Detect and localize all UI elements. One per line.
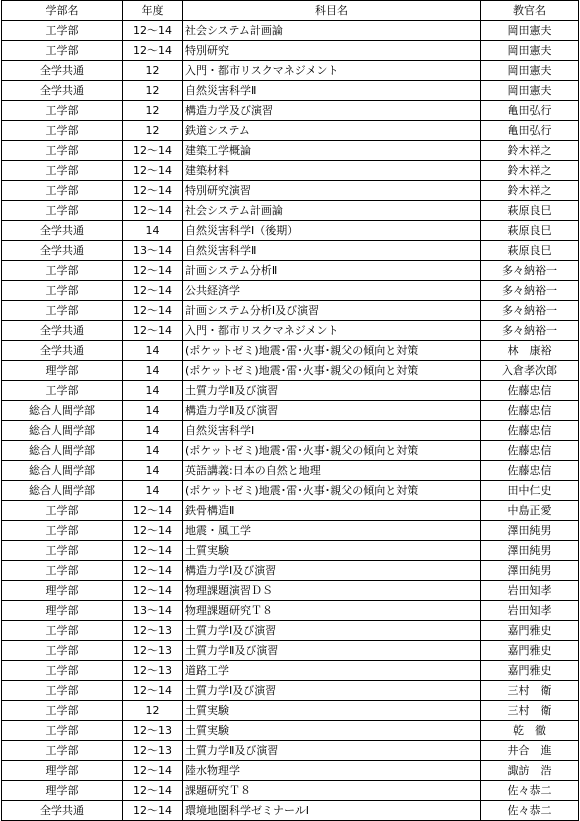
cell-subject: 公共経済学 — [183, 281, 481, 301]
table-row — [2, 261, 579, 281]
cell-teacher: 諏訪 浩 — [481, 761, 579, 781]
cell-subject: 陸水物理学 — [183, 761, 481, 781]
cell-teacher: 鈴木祥之 — [481, 161, 579, 181]
cell-subject: 計画システム分析Ⅰ及び演習 — [183, 301, 481, 321]
cell-teacher: 多々納裕一 — [481, 281, 579, 301]
cell-subject: 道路工学 — [183, 661, 481, 681]
cell-teacher: 岩田知孝 — [481, 601, 579, 621]
cell-subject: 課題研究Ｔ８ — [183, 781, 481, 801]
cell-dept: 工学部 — [2, 541, 123, 561]
table-row — [2, 201, 579, 221]
cell-dept: 工学部 — [2, 201, 123, 221]
cell-teacher: 乾 徹 — [481, 721, 579, 741]
cell-dept: 工学部 — [2, 681, 123, 701]
cell-teacher: 多々納裕一 — [481, 321, 579, 341]
table-row — [2, 721, 579, 741]
cell-year: 12～14 — [123, 801, 183, 821]
table-row — [2, 341, 579, 361]
cell-dept: 全学共通 — [2, 801, 123, 821]
header-year: 年度 — [123, 1, 183, 21]
cell-dept: 工学部 — [2, 301, 123, 321]
header-dept: 学部名 — [2, 1, 123, 21]
cell-dept: 工学部 — [2, 621, 123, 641]
cell-year: 12～13 — [123, 661, 183, 681]
cell-dept: 総合人間学部 — [2, 461, 123, 481]
cell-teacher: 嘉門雅史 — [481, 621, 579, 641]
cell-year: 12～14 — [123, 681, 183, 701]
cell-dept: 総合人間学部 — [2, 401, 123, 421]
cell-teacher: 嘉門雅史 — [481, 661, 579, 681]
cell-subject: (ポケットゼミ)地震･雷･火事･親父の傾向と対策 — [183, 341, 481, 361]
cell-subject: 社会システム計画論 — [183, 201, 481, 221]
cell-year: 12～14 — [123, 521, 183, 541]
cell-subject: (ポケットゼミ)地震･雷･火事･親父の傾向と対策 — [183, 481, 481, 501]
cell-subject: 土質力学Ⅰ及び演習 — [183, 621, 481, 641]
cell-teacher: 多々納裕一 — [481, 301, 579, 321]
table-row — [2, 581, 579, 601]
table-row — [2, 461, 579, 481]
cell-dept: 工学部 — [2, 261, 123, 281]
cell-year: 14 — [123, 361, 183, 381]
cell-year: 12 — [123, 121, 183, 141]
cell-subject: 鉄骨構造Ⅱ — [183, 501, 481, 521]
cell-subject: 計画システム分析Ⅱ — [183, 261, 481, 281]
cell-year: 12～14 — [123, 201, 183, 221]
cell-teacher: 岩田知孝 — [481, 581, 579, 601]
cell-teacher: 林 康裕 — [481, 341, 579, 361]
cell-dept: 工学部 — [2, 281, 123, 301]
cell-teacher: 岡田憲夫 — [481, 61, 579, 81]
table-row — [2, 381, 579, 401]
table-row — [2, 361, 579, 381]
cell-teacher: 三村 衛 — [481, 681, 579, 701]
cell-teacher: 萩原良巳 — [481, 241, 579, 261]
cell-dept: 全学共通 — [2, 221, 123, 241]
cell-subject: 建築材料 — [183, 161, 481, 181]
cell-year: 14 — [123, 221, 183, 241]
table-row — [2, 761, 579, 781]
table-row — [2, 101, 579, 121]
cell-teacher: 萩原良巳 — [481, 221, 579, 241]
cell-subject: 土質実験 — [183, 701, 481, 721]
table-row — [2, 541, 579, 561]
cell-teacher: 萩原良巳 — [481, 201, 579, 221]
cell-subject: 物理課題研究Ｔ８ — [183, 601, 481, 621]
cell-subject: (ポケットゼミ)地震･雷･火事･親父の傾向と対策 — [183, 361, 481, 381]
cell-teacher: 鈴木祥之 — [481, 141, 579, 161]
cell-dept: 工学部 — [2, 701, 123, 721]
cell-year: 14 — [123, 461, 183, 481]
table-row — [2, 501, 579, 521]
cell-teacher: 岡田憲夫 — [481, 21, 579, 41]
table-row — [2, 661, 579, 681]
cell-year: 12～14 — [123, 781, 183, 801]
cell-year: 12～14 — [123, 501, 183, 521]
cell-dept: 工学部 — [2, 661, 123, 681]
cell-year: 12～14 — [123, 261, 183, 281]
table-row — [2, 41, 579, 61]
cell-year: 14 — [123, 441, 183, 461]
cell-subject: 環境地圏科学ゼミナールⅠ — [183, 801, 481, 821]
table-row — [2, 561, 579, 581]
table-row — [2, 221, 579, 241]
header-teacher: 教官名 — [481, 1, 579, 21]
cell-dept: 総合人間学部 — [2, 441, 123, 461]
cell-subject: (ポケットゼミ)地震･雷･火事･親父の傾向と対策 — [183, 441, 481, 461]
cell-dept: 工学部 — [2, 741, 123, 761]
table-row — [2, 481, 579, 501]
cell-dept: 工学部 — [2, 181, 123, 201]
cell-teacher: 佐藤忠信 — [481, 401, 579, 421]
header-subject: 科目名 — [183, 1, 481, 21]
cell-teacher: 澤田純男 — [481, 561, 579, 581]
cell-subject: 建築工学概論 — [183, 141, 481, 161]
cell-year: 12～14 — [123, 541, 183, 561]
cell-teacher: 中島正愛 — [481, 501, 579, 521]
cell-dept: 理学部 — [2, 601, 123, 621]
cell-subject: 社会システム計画論 — [183, 21, 481, 41]
cell-dept: 全学共通 — [2, 61, 123, 81]
header-row — [2, 1, 579, 21]
cell-dept: 全学共通 — [2, 241, 123, 261]
cell-teacher: 澤田純男 — [481, 521, 579, 541]
cell-year: 12～13 — [123, 621, 183, 641]
table-row — [2, 21, 579, 41]
cell-subject: 土質力学Ⅱ及び演習 — [183, 741, 481, 761]
cell-year: 12～14 — [123, 141, 183, 161]
cell-subject: 構造力学及び演習 — [183, 101, 481, 121]
table-row — [2, 241, 579, 261]
cell-dept: 工学部 — [2, 501, 123, 521]
cell-year: 12 — [123, 81, 183, 101]
cell-teacher: 佐藤忠信 — [481, 381, 579, 401]
cell-subject: 入門・都市リスクマネジメント — [183, 321, 481, 341]
cell-dept: 全学共通 — [2, 341, 123, 361]
table-row — [2, 741, 579, 761]
cell-teacher: 多々納裕一 — [481, 261, 579, 281]
cell-year: 12～14 — [123, 181, 183, 201]
cell-teacher: 亀田弘行 — [481, 121, 579, 141]
table-row — [2, 301, 579, 321]
cell-dept: 工学部 — [2, 521, 123, 541]
table-body — [2, 21, 579, 821]
cell-year: 14 — [123, 401, 183, 421]
cell-subject: 物理課題演習ＤＳ — [183, 581, 481, 601]
cell-subject: 自然災害科学Ⅱ — [183, 241, 481, 261]
cell-subject: 特別研究 — [183, 41, 481, 61]
cell-teacher: 田中仁史 — [481, 481, 579, 501]
table-row — [2, 781, 579, 801]
cell-dept: 理学部 — [2, 761, 123, 781]
cell-teacher: 入倉孝次郎 — [481, 361, 579, 381]
cell-year: 12～13 — [123, 641, 183, 661]
table-row — [2, 521, 579, 541]
cell-subject: 土質実験 — [183, 721, 481, 741]
cell-dept: 工学部 — [2, 101, 123, 121]
cell-subject: 鉄道システム — [183, 121, 481, 141]
cell-year: 14 — [123, 381, 183, 401]
cell-dept: 工学部 — [2, 121, 123, 141]
course-table — [1, 0, 579, 821]
table-row — [2, 421, 579, 441]
cell-dept: 工学部 — [2, 381, 123, 401]
cell-teacher: 岡田憲夫 — [481, 81, 579, 101]
cell-teacher: 嘉門雅史 — [481, 641, 579, 661]
cell-subject: 自然災害科学Ⅱ — [183, 81, 481, 101]
cell-subject: 特別研究演習 — [183, 181, 481, 201]
table-row — [2, 141, 579, 161]
table-row — [2, 401, 579, 421]
cell-year: 12 — [123, 61, 183, 81]
cell-teacher: 澤田純男 — [481, 541, 579, 561]
cell-year: 12～14 — [123, 21, 183, 41]
cell-subject: 自然災害科学Ⅰ — [183, 421, 481, 441]
cell-teacher: 井合 進 — [481, 741, 579, 761]
cell-year: 12～14 — [123, 761, 183, 781]
cell-teacher: 三村 衛 — [481, 701, 579, 721]
cell-teacher: 鈴木祥之 — [481, 181, 579, 201]
cell-dept: 工学部 — [2, 161, 123, 181]
table-row — [2, 181, 579, 201]
cell-year: 13～14 — [123, 241, 183, 261]
cell-year: 12～14 — [123, 321, 183, 341]
cell-dept: 工学部 — [2, 561, 123, 581]
cell-year: 12～13 — [123, 741, 183, 761]
table-row — [2, 801, 579, 821]
cell-subject: 構造力学Ⅱ及び演習 — [183, 401, 481, 421]
cell-teacher: 佐藤忠信 — [481, 441, 579, 461]
cell-year: 12～14 — [123, 301, 183, 321]
cell-subject: 土質力学Ⅰ及び演習 — [183, 681, 481, 701]
table-row — [2, 641, 579, 661]
cell-dept: 工学部 — [2, 41, 123, 61]
cell-dept: 理学部 — [2, 781, 123, 801]
cell-year: 13～14 — [123, 601, 183, 621]
cell-year: 12～14 — [123, 561, 183, 581]
cell-year: 14 — [123, 421, 183, 441]
cell-dept: 理学部 — [2, 581, 123, 601]
cell-dept: 工学部 — [2, 641, 123, 661]
cell-dept: 工学部 — [2, 21, 123, 41]
table-row — [2, 161, 579, 181]
cell-year: 12 — [123, 701, 183, 721]
table-row — [2, 601, 579, 621]
cell-year: 12～14 — [123, 281, 183, 301]
cell-dept: 全学共通 — [2, 321, 123, 341]
cell-dept: 工学部 — [2, 141, 123, 161]
cell-teacher: 岡田憲夫 — [481, 41, 579, 61]
cell-year: 12～14 — [123, 161, 183, 181]
cell-subject: 地震・風工学 — [183, 521, 481, 541]
cell-dept: 全学共通 — [2, 81, 123, 101]
table-row — [2, 121, 579, 141]
table-row — [2, 81, 579, 101]
cell-subject: 構造力学Ⅰ及び演習 — [183, 561, 481, 581]
cell-teacher: 佐々恭二 — [481, 801, 579, 821]
cell-dept: 総合人間学部 — [2, 481, 123, 501]
cell-subject: 土質実験 — [183, 541, 481, 561]
cell-subject: 英語講義:日本の自然と地理 — [183, 461, 481, 481]
cell-subject: 土質力学Ⅱ及び演習 — [183, 381, 481, 401]
cell-teacher: 佐藤忠信 — [481, 421, 579, 441]
cell-year: 12～14 — [123, 581, 183, 601]
table-row — [2, 701, 579, 721]
table-row — [2, 681, 579, 701]
cell-dept: 総合人間学部 — [2, 421, 123, 441]
table-row — [2, 321, 579, 341]
cell-year: 12 — [123, 101, 183, 121]
cell-year: 12～13 — [123, 721, 183, 741]
cell-dept: 理学部 — [2, 361, 123, 381]
cell-subject: 入門・都市リスクマネジメント — [183, 61, 481, 81]
cell-year: 12～14 — [123, 41, 183, 61]
cell-subject: 土質力学Ⅱ及び演習 — [183, 641, 481, 661]
cell-teacher: 佐々恭二 — [481, 781, 579, 801]
cell-teacher: 佐藤忠信 — [481, 461, 579, 481]
table-row — [2, 281, 579, 301]
table-row — [2, 621, 579, 641]
cell-teacher: 亀田弘行 — [481, 101, 579, 121]
table-row — [2, 441, 579, 461]
table-row — [2, 61, 579, 81]
cell-year: 14 — [123, 481, 183, 501]
cell-subject: 自然災害科学Ⅰ（後期） — [183, 221, 481, 241]
cell-dept: 工学部 — [2, 721, 123, 741]
cell-year: 14 — [123, 341, 183, 361]
